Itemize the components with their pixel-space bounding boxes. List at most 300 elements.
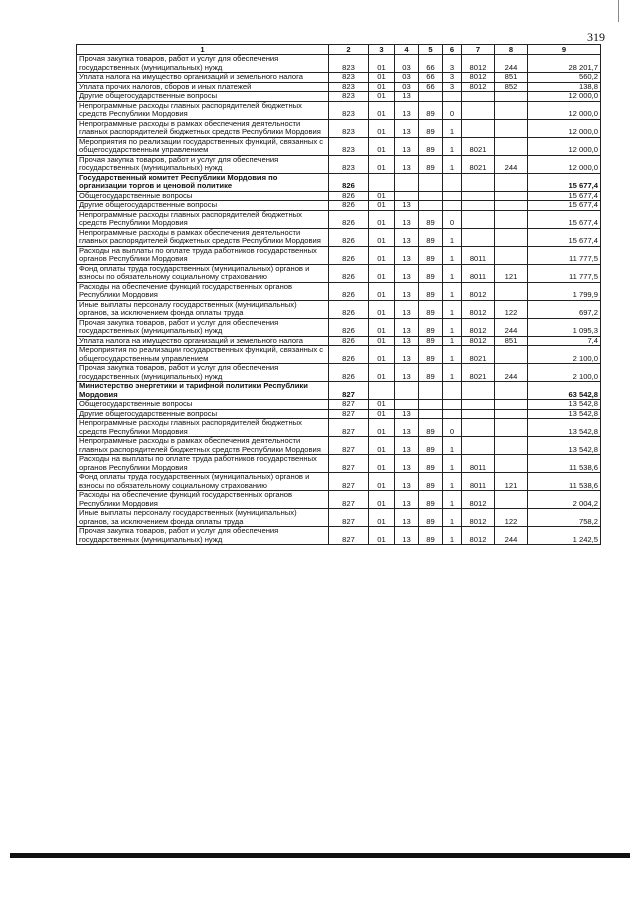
row-amount: 12 000,0 <box>528 92 601 102</box>
row-name: Другие общегосударственные вопросы <box>77 92 329 102</box>
code-admin: 827 <box>329 382 369 400</box>
table-row <box>77 55 601 73</box>
table-row <box>77 437 601 455</box>
code-subsection: 13 <box>395 155 419 173</box>
code-target: 8011 <box>462 246 495 264</box>
code-program: 89 <box>419 101 443 119</box>
table-body <box>77 55 601 545</box>
code-expense-type <box>495 228 528 246</box>
table-row <box>77 119 601 137</box>
code-subsection: 13 <box>395 491 419 509</box>
code-subsection: 13 <box>395 318 419 336</box>
code-admin: 823 <box>329 137 369 155</box>
row-name: Уплата налога на имущество организаций и земельного налога <box>77 336 329 346</box>
code-subsection: 13 <box>395 228 419 246</box>
code-section: 01 <box>369 364 395 382</box>
code-target <box>462 400 495 410</box>
code-admin: 826 <box>329 300 369 318</box>
code-section: 01 <box>369 210 395 228</box>
code-program: 89 <box>419 300 443 318</box>
code-expense-type: 244 <box>495 318 528 336</box>
code-program: 89 <box>419 364 443 382</box>
column-header: 1 <box>77 45 329 55</box>
table-row <box>77 346 601 364</box>
row-amount: 12 000,0 <box>528 155 601 173</box>
code-section: 01 <box>369 336 395 346</box>
row-name: Прочая закупка товаров, работ и услуг для обеспечения государственных (муниципальных) нужд <box>77 55 329 73</box>
row-name: Иные выплаты персоналу государственных (муниципальных) органов, за исключением фонда оплаты труда <box>77 300 329 318</box>
code-subprogram: 1 <box>443 364 462 382</box>
row-name: Мероприятия по реализации государственных функций, связанных с общегосударственным управлением <box>77 346 329 364</box>
code-subsection: 13 <box>395 300 419 318</box>
code-subprogram <box>443 400 462 410</box>
code-target <box>462 92 495 102</box>
column-header: 8 <box>495 45 528 55</box>
code-expense-type <box>495 382 528 400</box>
code-target: 8011 <box>462 455 495 473</box>
code-expense-type <box>495 101 528 119</box>
code-program: 89 <box>419 336 443 346</box>
code-subprogram: 1 <box>443 155 462 173</box>
row-amount: 13 542,8 <box>528 409 601 419</box>
code-admin: 823 <box>329 101 369 119</box>
row-name: Прочая закупка товаров, работ и услуг для обеспечения государственных (муниципальных) нужд <box>77 155 329 173</box>
code-subprogram: 1 <box>443 437 462 455</box>
code-section: 01 <box>369 455 395 473</box>
budget-table <box>76 44 601 545</box>
code-target: 8012 <box>462 73 495 83</box>
code-section: 01 <box>369 491 395 509</box>
code-section: 01 <box>369 228 395 246</box>
row-name: Мероприятия по реализации государственных функций, связанных с общегосударственным управлением <box>77 137 329 155</box>
code-admin: 827 <box>329 455 369 473</box>
table-row <box>77 527 601 545</box>
row-amount: 28 201,7 <box>528 55 601 73</box>
code-subsection: 13 <box>395 264 419 282</box>
code-section: 01 <box>369 73 395 83</box>
code-subsection: 13 <box>395 101 419 119</box>
code-subprogram: 1 <box>443 527 462 545</box>
row-name: Расходы на выплаты по оплате труда работников государственных органов Республики Мордовия <box>77 455 329 473</box>
table-row <box>77 101 601 119</box>
code-section: 01 <box>369 318 395 336</box>
code-section: 01 <box>369 201 395 211</box>
code-subsection: 13 <box>395 437 419 455</box>
code-section: 01 <box>369 437 395 455</box>
code-admin: 826 <box>329 364 369 382</box>
code-subprogram: 3 <box>443 82 462 92</box>
code-admin: 827 <box>329 409 369 419</box>
code-target <box>462 228 495 246</box>
code-section: 01 <box>369 527 395 545</box>
code-subprogram: 1 <box>443 264 462 282</box>
column-header: 5 <box>419 45 443 55</box>
code-subprogram: 1 <box>443 119 462 137</box>
code-subsection: 13 <box>395 92 419 102</box>
code-admin: 827 <box>329 419 369 437</box>
code-program: 66 <box>419 82 443 92</box>
code-section: 01 <box>369 119 395 137</box>
code-expense-type <box>495 201 528 211</box>
code-target: 8012 <box>462 82 495 92</box>
code-subprogram <box>443 173 462 191</box>
row-name: Непрограммные расходы в рамках обеспечения деятельности главных распорядителей бюджетных средств Республики Мордовия <box>77 437 329 455</box>
code-program: 89 <box>419 509 443 527</box>
row-amount: 13 542,8 <box>528 400 601 410</box>
code-admin: 823 <box>329 155 369 173</box>
code-section <box>369 382 395 400</box>
code-section <box>369 173 395 191</box>
row-amount: 138,8 <box>528 82 601 92</box>
code-subsection <box>395 191 419 201</box>
code-admin: 826 <box>329 228 369 246</box>
code-target: 8012 <box>462 509 495 527</box>
header-row <box>77 45 601 55</box>
code-subprogram: 1 <box>443 473 462 491</box>
code-target <box>462 210 495 228</box>
code-target: 8021 <box>462 155 495 173</box>
code-expense-type <box>495 119 528 137</box>
table-row <box>77 173 601 191</box>
code-program <box>419 173 443 191</box>
table-row <box>77 419 601 437</box>
row-amount: 2 100,0 <box>528 346 601 364</box>
row-name: Расходы на обеспечение функций государственных органов Республики Мордовия <box>77 282 329 300</box>
code-program: 89 <box>419 318 443 336</box>
table-row <box>77 364 601 382</box>
row-name: Непрограммные расходы главных распорядителей бюджетных средств Республики Мордовия <box>77 419 329 437</box>
code-subprogram: 1 <box>443 509 462 527</box>
table-row <box>77 191 601 201</box>
column-header: 7 <box>462 45 495 55</box>
code-expense-type <box>495 137 528 155</box>
code-admin: 826 <box>329 173 369 191</box>
table-row <box>77 318 601 336</box>
row-amount: 11 538,6 <box>528 455 601 473</box>
code-expense-type: 851 <box>495 73 528 83</box>
code-expense-type <box>495 491 528 509</box>
code-subsection: 03 <box>395 82 419 92</box>
row-amount: 758,2 <box>528 509 601 527</box>
code-expense-type <box>495 419 528 437</box>
code-target: 8012 <box>462 55 495 73</box>
row-amount: 11 777,5 <box>528 246 601 264</box>
row-amount: 1 095,3 <box>528 318 601 336</box>
code-subprogram <box>443 92 462 102</box>
row-name: Непрограммные расходы главных распорядителей бюджетных средств Республики Мордовия <box>77 210 329 228</box>
row-name: Прочая закупка товаров, работ и услуг для обеспечения государственных (муниципальных) нужд <box>77 318 329 336</box>
code-subprogram: 0 <box>443 101 462 119</box>
code-expense-type: 851 <box>495 336 528 346</box>
code-target: 8021 <box>462 364 495 382</box>
code-subsection: 13 <box>395 409 419 419</box>
code-program <box>419 400 443 410</box>
code-subsection: 13 <box>395 282 419 300</box>
code-subprogram: 1 <box>443 491 462 509</box>
code-expense-type: 121 <box>495 473 528 491</box>
code-program: 89 <box>419 346 443 364</box>
row-amount: 12 000,0 <box>528 119 601 137</box>
code-subsection: 03 <box>395 55 419 73</box>
code-subprogram: 1 <box>443 228 462 246</box>
code-expense-type <box>495 455 528 473</box>
row-amount: 15 677,4 <box>528 228 601 246</box>
row-name: Прочая закупка товаров, работ и услуг для обеспечения государственных (муниципальных) нужд <box>77 527 329 545</box>
code-admin: 826 <box>329 210 369 228</box>
code-program <box>419 382 443 400</box>
row-amount: 697,2 <box>528 300 601 318</box>
row-name: Прочая закупка товаров, работ и услуг для обеспечения государственных (муниципальных) нужд <box>77 364 329 382</box>
row-amount: 12 000,0 <box>528 101 601 119</box>
code-subsection: 13 <box>395 509 419 527</box>
code-section: 01 <box>369 246 395 264</box>
code-subprogram: 1 <box>443 455 462 473</box>
code-section: 01 <box>369 137 395 155</box>
code-subsection: 13 <box>395 336 419 346</box>
code-program: 89 <box>419 491 443 509</box>
code-expense-type <box>495 346 528 364</box>
code-subsection: 13 <box>395 137 419 155</box>
code-target <box>462 191 495 201</box>
row-name: Иные выплаты персоналу государственных (муниципальных) органов, за исключением фонда оплаты труда <box>77 509 329 527</box>
row-name: Другие общегосударственные вопросы <box>77 201 329 211</box>
code-admin: 827 <box>329 400 369 410</box>
code-program: 89 <box>419 228 443 246</box>
row-amount: 63 542,8 <box>528 382 601 400</box>
code-target <box>462 382 495 400</box>
code-target: 8021 <box>462 137 495 155</box>
code-subsection: 13 <box>395 455 419 473</box>
code-target <box>462 419 495 437</box>
code-expense-type <box>495 210 528 228</box>
row-amount: 15 677,4 <box>528 201 601 211</box>
code-subsection: 13 <box>395 119 419 137</box>
code-admin: 826 <box>329 282 369 300</box>
code-section: 01 <box>369 509 395 527</box>
code-subsection <box>395 400 419 410</box>
code-section: 01 <box>369 264 395 282</box>
code-expense-type <box>495 191 528 201</box>
code-subprogram: 1 <box>443 300 462 318</box>
row-name: Общегосударственные вопросы <box>77 191 329 201</box>
code-program: 89 <box>419 455 443 473</box>
table-row <box>77 455 601 473</box>
code-section: 01 <box>369 400 395 410</box>
code-admin: 827 <box>329 527 369 545</box>
code-target: 8011 <box>462 473 495 491</box>
code-admin: 826 <box>329 246 369 264</box>
code-admin: 826 <box>329 318 369 336</box>
row-amount: 11 777,5 <box>528 264 601 282</box>
code-subsection: 13 <box>395 210 419 228</box>
code-expense-type: 244 <box>495 527 528 545</box>
code-admin: 826 <box>329 191 369 201</box>
column-header: 6 <box>443 45 462 55</box>
row-name: Расходы на обеспечение функций государственных органов Республики Мордовия <box>77 491 329 509</box>
code-expense-type <box>495 400 528 410</box>
table-row <box>77 300 601 318</box>
row-name: Уплата прочих налогов, сборов и иных платежей <box>77 82 329 92</box>
code-section: 01 <box>369 346 395 364</box>
code-subprogram <box>443 191 462 201</box>
row-amount: 15 677,4 <box>528 210 601 228</box>
table-row <box>77 155 601 173</box>
code-program: 66 <box>419 55 443 73</box>
code-target: 8012 <box>462 318 495 336</box>
table-row <box>77 228 601 246</box>
row-amount: 13 542,8 <box>528 419 601 437</box>
code-expense-type <box>495 246 528 264</box>
column-header: 3 <box>369 45 395 55</box>
code-admin: 827 <box>329 437 369 455</box>
code-admin: 827 <box>329 509 369 527</box>
code-target: 8021 <box>462 346 495 364</box>
code-subprogram: 1 <box>443 336 462 346</box>
row-name: Непрограммные расходы главных распорядителей бюджетных средств Республики Мордовия <box>77 101 329 119</box>
row-name: Расходы на выплаты по оплате труда работников государственных органов Республики Мордовия <box>77 246 329 264</box>
code-expense-type: 852 <box>495 82 528 92</box>
code-program <box>419 409 443 419</box>
code-section: 01 <box>369 409 395 419</box>
row-name: Другие общегосударственные вопросы <box>77 409 329 419</box>
table-row <box>77 473 601 491</box>
code-expense-type: 244 <box>495 364 528 382</box>
code-program: 89 <box>419 473 443 491</box>
code-subprogram: 1 <box>443 282 462 300</box>
row-amount: 15 677,4 <box>528 191 601 201</box>
table-row <box>77 336 601 346</box>
row-amount: 2 100,0 <box>528 364 601 382</box>
code-expense-type <box>495 409 528 419</box>
row-amount: 1 799,9 <box>528 282 601 300</box>
code-section: 01 <box>369 282 395 300</box>
code-program: 89 <box>419 527 443 545</box>
table-row <box>77 282 601 300</box>
code-subprogram <box>443 382 462 400</box>
code-admin: 823 <box>329 73 369 83</box>
row-name: Общегосударственные вопросы <box>77 400 329 410</box>
code-target <box>462 173 495 191</box>
row-amount: 2 004,2 <box>528 491 601 509</box>
code-subsection: 13 <box>395 473 419 491</box>
code-subprogram: 1 <box>443 318 462 336</box>
code-target <box>462 101 495 119</box>
row-amount: 11 538,6 <box>528 473 601 491</box>
code-section: 01 <box>369 82 395 92</box>
code-admin: 823 <box>329 119 369 137</box>
row-name: Непрограммные расходы в рамках обеспечения деятельности главных распорядителей бюджетных средств Республики Мордовия <box>77 119 329 137</box>
code-section: 01 <box>369 473 395 491</box>
code-target: 8012 <box>462 336 495 346</box>
code-section: 01 <box>369 55 395 73</box>
code-target: 8011 <box>462 264 495 282</box>
code-program <box>419 92 443 102</box>
code-program: 89 <box>419 137 443 155</box>
code-expense-type: 122 <box>495 509 528 527</box>
code-program <box>419 191 443 201</box>
code-target: 8012 <box>462 282 495 300</box>
table-row <box>77 382 601 400</box>
code-admin: 823 <box>329 82 369 92</box>
code-subprogram <box>443 409 462 419</box>
code-expense-type: 244 <box>495 155 528 173</box>
row-amount: 15 677,4 <box>528 173 601 191</box>
code-program: 89 <box>419 246 443 264</box>
code-admin: 826 <box>329 336 369 346</box>
code-admin: 823 <box>329 92 369 102</box>
code-subsection: 03 <box>395 73 419 83</box>
table-row <box>77 409 601 419</box>
code-target: 8012 <box>462 491 495 509</box>
row-name: Фонд оплаты труда государственных (муниципальных) органов и взносы по обязательному социальному страхованию <box>77 264 329 282</box>
row-amount: 13 542,8 <box>528 437 601 455</box>
code-subsection: 13 <box>395 364 419 382</box>
code-admin: 827 <box>329 491 369 509</box>
code-subprogram <box>443 201 462 211</box>
code-subsection: 13 <box>395 527 419 545</box>
table-row <box>77 82 601 92</box>
corner-mark <box>618 0 619 22</box>
row-amount: 12 000,0 <box>528 137 601 155</box>
code-expense-type: 122 <box>495 300 528 318</box>
code-subprogram: 1 <box>443 137 462 155</box>
code-expense-type: 244 <box>495 55 528 73</box>
code-program <box>419 201 443 211</box>
table-row <box>77 509 601 527</box>
code-target <box>462 409 495 419</box>
code-section: 01 <box>369 300 395 318</box>
code-subprogram: 3 <box>443 55 462 73</box>
code-subprogram: 1 <box>443 246 462 264</box>
code-expense-type <box>495 437 528 455</box>
code-program: 66 <box>419 73 443 83</box>
row-amount: 7,4 <box>528 336 601 346</box>
row-name: Министерство энергетики и тарифной политики Республики Мордовия <box>77 382 329 400</box>
code-subsection: 13 <box>395 246 419 264</box>
code-section: 01 <box>369 155 395 173</box>
code-target <box>462 437 495 455</box>
code-section: 01 <box>369 101 395 119</box>
code-section: 01 <box>369 92 395 102</box>
code-target: 8012 <box>462 527 495 545</box>
code-admin: 826 <box>329 346 369 364</box>
code-program: 89 <box>419 437 443 455</box>
table-row <box>77 491 601 509</box>
row-amount: 560,2 <box>528 73 601 83</box>
code-target <box>462 201 495 211</box>
code-subsection: 13 <box>395 419 419 437</box>
row-name: Непрограммные расходы в рамках обеспечения деятельности главных распорядителей бюджетных средств Республики Мордовия <box>77 228 329 246</box>
code-program: 89 <box>419 210 443 228</box>
row-amount: 1 242,5 <box>528 527 601 545</box>
table-row <box>77 201 601 211</box>
code-expense-type <box>495 92 528 102</box>
code-section: 01 <box>369 419 395 437</box>
row-name: Уплата налога на имущество организаций и земельного налога <box>77 73 329 83</box>
column-header: 2 <box>329 45 369 55</box>
table-row <box>77 210 601 228</box>
code-program: 89 <box>419 419 443 437</box>
code-expense-type: 121 <box>495 264 528 282</box>
code-admin: 826 <box>329 264 369 282</box>
code-target <box>462 119 495 137</box>
code-admin: 827 <box>329 473 369 491</box>
code-admin: 826 <box>329 201 369 211</box>
code-program: 89 <box>419 119 443 137</box>
table-row <box>77 264 601 282</box>
bottom-rule <box>10 853 630 858</box>
column-header: 9 <box>528 45 601 55</box>
